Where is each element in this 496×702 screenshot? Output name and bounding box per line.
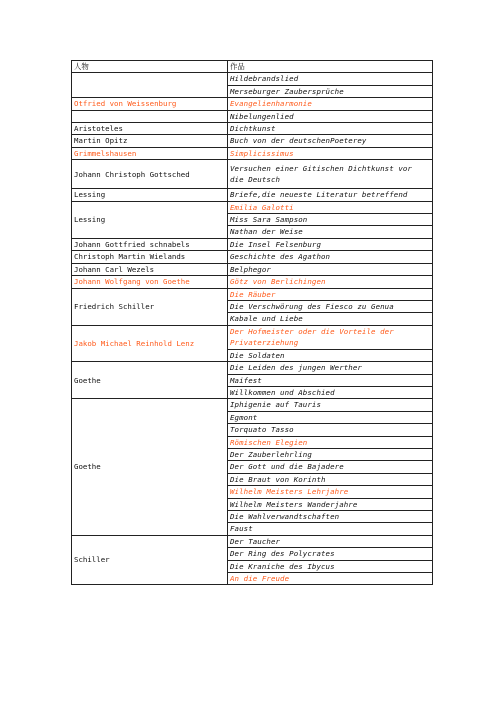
works-column-header: 作品 [228, 61, 433, 73]
author-cell: Johann Wolfgang von Goethe [72, 276, 228, 288]
work-title-cell: Faust [228, 523, 433, 535]
work-title-cell: Der Zauberlehrling [228, 448, 433, 460]
table-row [72, 288, 433, 300]
work-title-cell: Geschichte des Agathon [228, 251, 433, 263]
table-row [72, 362, 433, 374]
work-title-cell: Römischen Elegien [228, 436, 433, 448]
work-title-cell: Wilhelm Meisters Wanderjahre [228, 498, 433, 510]
work-title-cell: Torquato Tasso [228, 424, 433, 436]
work-title-cell: Die Räuber [228, 288, 433, 300]
author-cell: Grimmelshausen [72, 147, 228, 159]
work-title-cell: Iphigenie auf Tauris [228, 399, 433, 411]
work-title-cell: An die Freude [228, 573, 433, 585]
work-title-cell: Der Hofmeister oder die Vorteile der Privaterziehung [228, 325, 433, 349]
table-row [72, 325, 433, 349]
work-title-cell: Miss Sara Sampson [228, 214, 433, 226]
work-title-cell: Die Insel Felsenburg [228, 238, 433, 250]
work-title-cell: Die Wahlverwandtschaften [228, 511, 433, 523]
author-cell: Lessing [72, 201, 228, 238]
work-title-cell: Die Soldaten [228, 349, 433, 361]
work-title-cell: Kabale und Liebe [228, 313, 433, 325]
author-cell: Martin Opitz [72, 135, 228, 147]
table-row [72, 147, 433, 159]
work-title-cell: Simplicissimus [228, 147, 433, 159]
table-row [72, 110, 433, 122]
table-row [72, 535, 433, 547]
author-cell: Johann Gottfried schnabels [72, 238, 228, 250]
work-title-cell: Belphegor [228, 263, 433, 275]
work-title-cell: Briefe,die neueste Literatur betreffend [228, 189, 433, 201]
author-cell [72, 110, 228, 122]
work-title-cell: Die Leiden des jungen Werther [228, 362, 433, 374]
table-body [72, 73, 433, 585]
author-cell: Otfried von Weissenburg [72, 98, 228, 110]
author-cell [72, 73, 228, 98]
work-title-cell: Die Kraniche des Ibycus [228, 560, 433, 572]
table-row [72, 98, 433, 110]
author-cell: Goethe [72, 362, 228, 399]
table-row [72, 73, 433, 85]
table-row [72, 135, 433, 147]
table-row [72, 201, 433, 213]
author-cell: Johann Christoph Gottsched [72, 160, 228, 189]
work-title-cell: Die Verschwörung des Fiesco zu Genua [228, 300, 433, 312]
author-column-header: 人物 [72, 61, 228, 73]
work-title-cell: Der Taucher [228, 535, 433, 547]
table-row [72, 251, 433, 263]
table-row [72, 238, 433, 250]
work-title-cell: Egmont [228, 411, 433, 423]
work-title-cell: Evangelienharmonie [228, 98, 433, 110]
work-title-cell: Götz von Berlichingen [228, 276, 433, 288]
work-title-cell: Nibelungenlied [228, 110, 433, 122]
author-cell: Goethe [72, 399, 228, 535]
author-cell: Aristoteles [72, 123, 228, 135]
author-cell: Johann Carl Wezels [72, 263, 228, 275]
table-row [72, 276, 433, 288]
work-title-cell: Die Braut von Korinth [228, 473, 433, 485]
work-title-cell: Hildebrandslied [228, 73, 433, 85]
work-title-cell: Maifest [228, 374, 433, 386]
work-title-cell: Dichtkunst [228, 123, 433, 135]
table-row [72, 399, 433, 411]
author-cell: Friedrich Schiller [72, 288, 228, 325]
work-title-cell: Nathan der Weise [228, 226, 433, 238]
work-title-cell: Versuchen einer Gitischen Dichtkunst vor die Deutsch [228, 160, 433, 189]
work-title-cell: Wilhelm Meisters Lehrjahre [228, 486, 433, 498]
table-row [72, 189, 433, 201]
header-row [72, 61, 433, 73]
table-row [72, 123, 433, 135]
work-title-cell: Merseburger Zaubersprüche [228, 85, 433, 97]
author-cell: Christoph Martin Wielands [72, 251, 228, 263]
work-title-cell: Emilia Galotti [228, 201, 433, 213]
work-title-cell: Willkommen und Abschied [228, 386, 433, 398]
work-title-cell: Der Gott und die Bajadere [228, 461, 433, 473]
author-cell: Jakob Michael Reinhold Lenz [72, 325, 228, 361]
author-cell: Schiller [72, 535, 228, 585]
table-row [72, 160, 433, 189]
author-cell: Lessing [72, 189, 228, 201]
author-works-table [71, 60, 433, 585]
work-title-cell: Buch von der deutschenPoeterey [228, 135, 433, 147]
work-title-cell: Der Ring des Polycrates [228, 548, 433, 560]
table-row [72, 263, 433, 275]
